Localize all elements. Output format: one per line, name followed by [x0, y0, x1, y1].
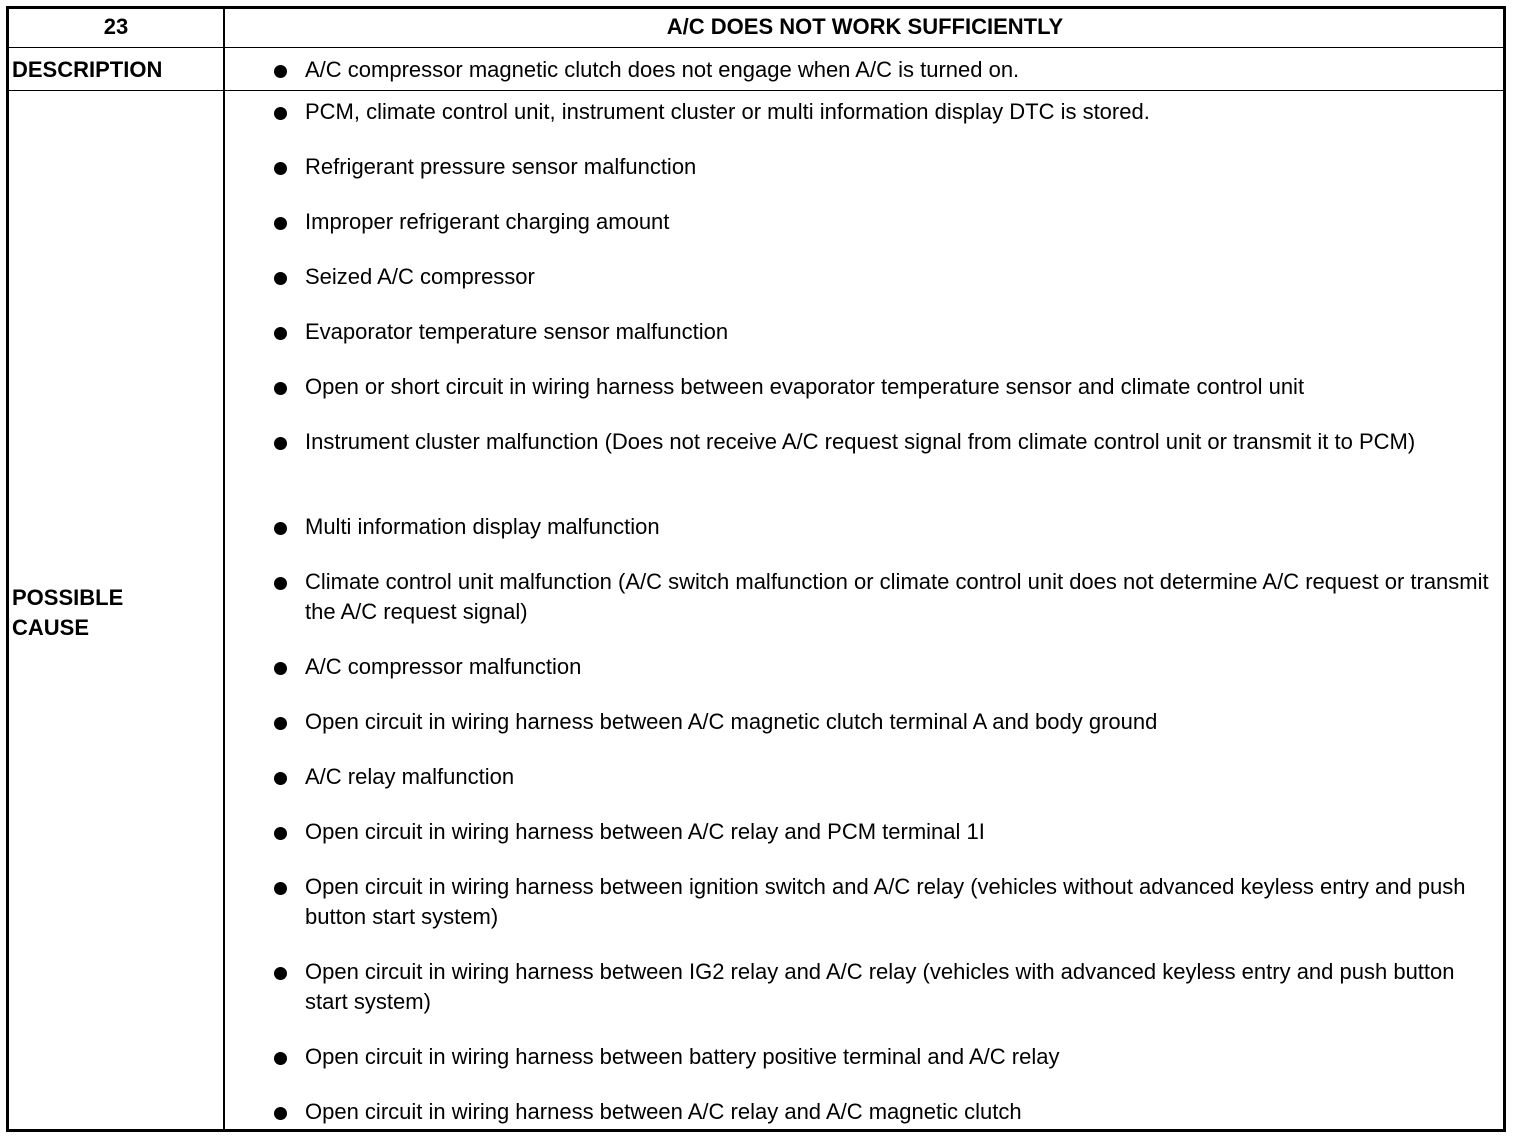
bullet-icon — [274, 217, 287, 230]
bullet-icon — [274, 382, 287, 395]
cause-item: Open circuit in wiring harness between ignition switch and A/C relay (vehicles without advanced keyless entry and push button start system) — [305, 874, 1466, 929]
cause-item: Open circuit in wiring harness between A/C relay and A/C magnetic clutch — [305, 1099, 1022, 1124]
bullet-icon — [274, 577, 287, 590]
bullet-icon — [274, 1107, 287, 1120]
bullet-icon — [274, 437, 287, 450]
cause-item: Improper refrigerant charging amount — [305, 209, 670, 234]
possible-cause-label-line2: CAUSE — [12, 615, 90, 640]
possible-cause-label-line1: POSSIBLE — [12, 585, 124, 610]
cause-item: Refrigerant pressure sensor malfunction — [305, 154, 697, 179]
cause-item: Open circuit in wiring harness between IG2 relay and A/C relay (vehicles with advanced keyless entry and push button start system) — [305, 959, 1455, 1014]
table-title: A/C DOES NOT WORK SUFFICIENTLY — [666, 14, 1064, 39]
cause-item: Multi information display malfunction — [305, 514, 660, 539]
table-number: 23 — [103, 14, 129, 39]
bullet-icon — [274, 522, 287, 535]
cause-item: Evaporator temperature sensor malfunction — [305, 319, 729, 344]
header-divider — [6, 47, 1506, 48]
description-label: DESCRIPTION — [12, 57, 163, 82]
cause-item: Seized A/C compressor — [305, 264, 535, 289]
bullet-icon — [274, 662, 287, 675]
cause-item: A/C relay malfunction — [305, 764, 515, 789]
bullet-icon — [274, 827, 287, 840]
bullet-icon — [274, 772, 287, 785]
bullet-icon — [274, 882, 287, 895]
column-divider — [223, 6, 225, 1132]
cause-item: Open circuit in wiring harness between A/C relay and PCM terminal 1I — [305, 819, 985, 844]
bullet-icon — [274, 717, 287, 730]
description-divider — [6, 90, 1506, 91]
cause-item: Climate control unit malfunction (A/C switch malfunction or climate control unit does not determine A/C request or transmit the A/C request signal) — [305, 569, 1489, 624]
cause-item: Open circuit in wiring harness between battery positive terminal and A/C relay — [305, 1044, 1060, 1069]
description-item: A/C compressor magnetic clutch does not engage when A/C is turned on. — [305, 57, 1020, 82]
cause-item: Open circuit in wiring harness between A/C magnetic clutch terminal A and body ground — [305, 709, 1158, 734]
bullet-icon — [274, 272, 287, 285]
cause-item: PCM, climate control unit, instrument cluster or multi information display DTC is stored. — [305, 99, 1150, 124]
bullet-icon — [274, 1052, 287, 1065]
cause-item: Open or short circuit in wiring harness between evaporator temperature sensor and climate control unit — [305, 374, 1305, 399]
bullet-icon — [274, 967, 287, 980]
bullet-icon — [274, 65, 287, 78]
bullet-icon — [274, 327, 287, 340]
possible-cause-label — [12, 583, 123, 643]
bullet-icon — [274, 162, 287, 175]
cause-item: Instrument cluster malfunction (Does not receive A/C request signal from climate control unit or transmit it to PCM) — [305, 429, 1416, 454]
bullet-icon — [274, 107, 287, 120]
cause-item: A/C compressor malfunction — [305, 654, 582, 679]
